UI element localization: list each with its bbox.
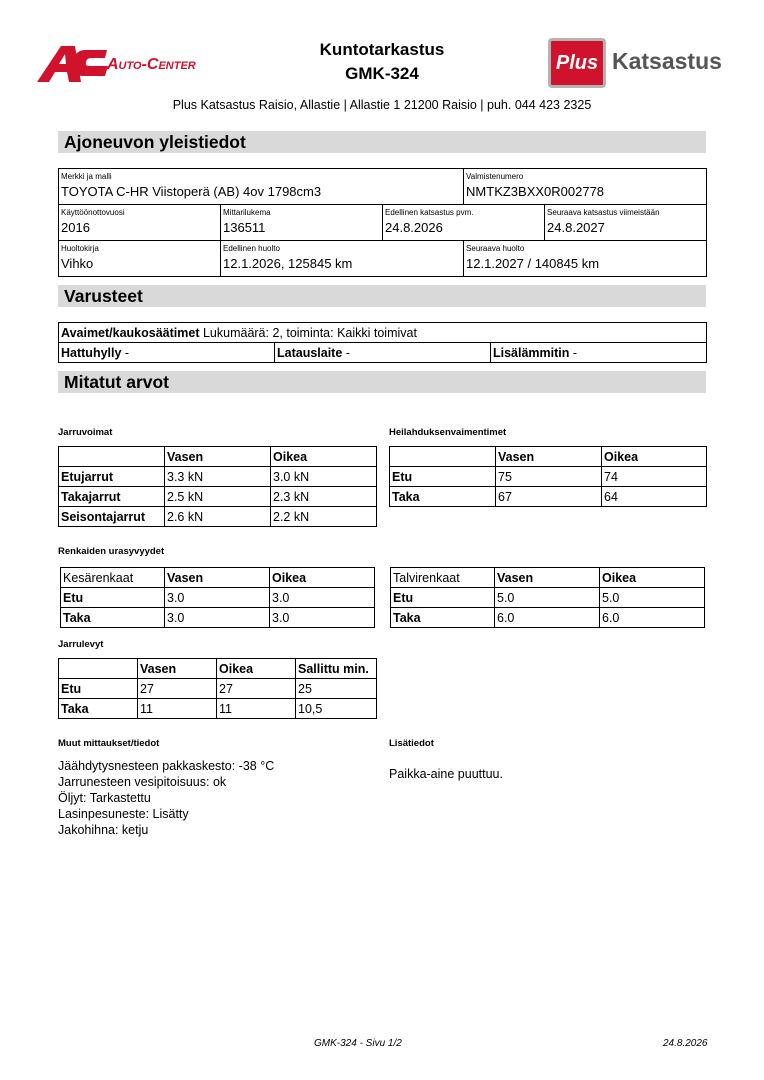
table-row <box>391 608 705 628</box>
extra-title: Lisätiedot <box>389 738 434 749</box>
list-item: Jakohihna: ketju <box>58 823 149 837</box>
charger-label: Latauslaite <box>277 345 343 360</box>
row-left: 27 <box>138 679 217 699</box>
document-title <box>282 38 482 86</box>
list-item: Öljyt: Tarkastettu <box>58 791 151 805</box>
equipment-table <box>58 322 707 363</box>
heater-value: - <box>569 345 578 360</box>
row-right: 64 <box>602 487 707 507</box>
winter-tires-label: Talvirenkaat <box>391 568 495 588</box>
brakes-title: Jarruvoimat <box>58 427 113 438</box>
year-cell <box>59 205 221 241</box>
shocks-header-empty <box>390 447 496 467</box>
other-list <box>58 758 378 838</box>
row-name: Etujarrut <box>59 467 165 487</box>
keys-label: Avaimet/kaukosäätimet <box>61 325 200 340</box>
row-name: Etu <box>391 588 495 608</box>
discs-header-row <box>59 659 377 679</box>
make-model-value: TOYOTA C-HR Viistoperä (AB) 4ov 1798cm3 <box>61 184 322 199</box>
row-left: 3.0 <box>165 588 270 608</box>
row-right: 5.0 <box>600 588 705 608</box>
prev-service-cell <box>221 241 464 277</box>
row-name: Taka <box>390 487 496 507</box>
footer-date: 24.8.2026 <box>663 1038 708 1049</box>
row-name: Taka <box>61 608 165 628</box>
table-row <box>391 588 705 608</box>
make-model-cell <box>59 169 464 205</box>
prev-service-value: 12.1.2026, 125845 km <box>223 256 353 271</box>
row-right: 27 <box>217 679 296 699</box>
row-name: Takajarrut <box>59 487 165 507</box>
brakes-header-empty <box>59 447 165 467</box>
row-left: 2.5 kN <box>165 487 271 507</box>
footer-page: GMK-324 - Sivu 1/2 <box>314 1038 402 1049</box>
brakes-table <box>58 446 377 527</box>
discs-header-empty <box>59 659 138 679</box>
prev-service-label: Edellinen huolto <box>223 244 280 253</box>
table-row <box>390 467 707 487</box>
row-left: 5.0 <box>495 588 600 608</box>
shelf-cell <box>59 343 275 363</box>
discs-title: Jarrulevyt <box>58 639 104 650</box>
heater-cell <box>491 343 707 363</box>
station-address: Plus Katsastus Raisio, Allastie | Allastie 1 21200 Raisio | puh. 044 423 2325 <box>172 98 592 112</box>
section-measurements: Mitatut arvot <box>58 371 706 393</box>
row-right: 3.0 kN <box>271 467 377 487</box>
heater-label: Lisälämmitin <box>493 345 570 360</box>
row-left: 6.0 <box>495 608 600 628</box>
vin-label: Valmistenumero <box>466 172 524 181</box>
shelf-value: - <box>121 345 130 360</box>
row-name: Taka <box>391 608 495 628</box>
section-vehicle-info: Ajoneuvon yleistiedot <box>58 131 706 153</box>
next-inspection-value: 24.8.2027 <box>547 220 605 235</box>
table-row <box>61 608 375 628</box>
vin-cell <box>464 169 707 205</box>
other-title: Muut mittaukset/tiedot <box>58 738 160 749</box>
make-model-label: Merkki ja malli <box>61 172 112 181</box>
table-row <box>59 699 377 719</box>
discs-header-right: Oikea <box>217 659 296 679</box>
row-left: 3.0 <box>165 608 270 628</box>
winter-header-row <box>391 568 705 588</box>
keys-value: Lukumäärä: 2, toiminta: Kaikki toimivat <box>199 325 417 340</box>
charger-cell <box>275 343 491 363</box>
shocks-header-left: Vasen <box>496 447 602 467</box>
shelf-label: Hattuhylly <box>61 345 122 360</box>
year-value: 2016 <box>61 220 90 235</box>
discs-header-min: Sallittu min. <box>296 659 377 679</box>
next-service-label: Seuraava huolto <box>466 244 525 253</box>
discs-header-left: Vasen <box>138 659 217 679</box>
summer-tires-table <box>60 567 375 628</box>
table-row <box>59 507 377 527</box>
table-row <box>61 588 375 608</box>
year-label: Käyttöönottovuosi <box>61 208 125 217</box>
row-name: Taka <box>59 699 138 719</box>
shocks-header-right: Oikea <box>602 447 707 467</box>
row-name: Etu <box>390 467 496 487</box>
table-row <box>59 467 377 487</box>
row-right: 2.3 kN <box>271 487 377 507</box>
prev-inspection-label: Edellinen katsastus pvm. <box>385 208 474 217</box>
row-right: 74 <box>602 467 707 487</box>
summer-header-row <box>61 568 375 588</box>
winter-tires-table <box>390 567 705 628</box>
row-left: 11 <box>138 699 217 719</box>
auto-center-logo <box>35 42 225 86</box>
section-equipment: Varusteet <box>58 285 706 307</box>
row-right: 6.0 <box>600 608 705 628</box>
summer-header-right: Oikea <box>270 568 375 588</box>
winter-header-left: Vasen <box>495 568 600 588</box>
plus-katsastus-logo <box>548 38 728 90</box>
row-min: 25 <box>296 679 377 699</box>
shocks-header-row <box>390 447 707 467</box>
keys-cell <box>59 323 707 343</box>
row-right: 3.0 <box>270 588 375 608</box>
charger-value: - <box>342 345 350 360</box>
table-row <box>390 487 707 507</box>
row-right: 11 <box>217 699 296 719</box>
list-item: Jarrunesteen vesipitoisuus: ok <box>58 775 227 789</box>
table-row <box>59 679 377 699</box>
row-right: 2.2 kN <box>271 507 377 527</box>
list-item: Jäähdytysnesteen pakkaskesto: -38 °C <box>58 759 275 773</box>
vin-value: NMTKZ3BXX0R002778 <box>466 184 605 199</box>
summer-header-left: Vasen <box>165 568 270 588</box>
row-name: Etu <box>59 679 138 699</box>
servicebook-label: Huoltokirja <box>61 244 99 253</box>
row-left: 3.3 kN <box>165 467 271 487</box>
extra-text: Paikka-aine puuttuu. <box>389 767 503 781</box>
row-left: 2.6 kN <box>165 507 271 527</box>
next-inspection-cell <box>545 205 707 241</box>
title-line2: GMK-324 <box>345 64 419 83</box>
row-left: 75 <box>496 467 602 487</box>
prev-inspection-value: 24.8.2026 <box>385 220 443 235</box>
plus-logo-word: Katsastus <box>612 48 722 74</box>
odometer-label: Mittarilukema <box>223 208 271 217</box>
discs-table <box>58 658 377 719</box>
prev-inspection-cell <box>383 205 545 241</box>
row-left: 67 <box>496 487 602 507</box>
shocks-title: Heilahduksenvaimentimet <box>389 427 507 438</box>
plus-logo-box: Plus <box>548 38 606 88</box>
ac-logo-text: Auto-Center <box>107 56 196 73</box>
brakes-header-row <box>59 447 377 467</box>
next-service-cell <box>464 241 707 277</box>
summer-tires-label: Kesärenkaat <box>61 568 165 588</box>
next-service-value: 12.1.2027 / 140845 km <box>466 256 600 271</box>
row-name: Etu <box>61 588 165 608</box>
brakes-header-left: Vasen <box>165 447 271 467</box>
title-line1: Kuntotarkastus <box>319 40 445 59</box>
vehicle-info-table <box>58 168 707 277</box>
odometer-cell <box>221 205 383 241</box>
servicebook-cell <box>59 241 221 277</box>
shocks-table <box>389 446 707 507</box>
list-item: Lasinpesuneste: Lisätty <box>58 807 189 821</box>
row-name: Seisontajarrut <box>59 507 165 527</box>
next-inspection-label: Seuraava katsastus viimeistään <box>547 208 660 217</box>
odometer-value: 136511 <box>223 220 266 235</box>
table-row <box>59 487 377 507</box>
winter-header-right: Oikea <box>600 568 705 588</box>
tires-title: Renkaiden urasyvyydet <box>58 546 165 557</box>
brakes-header-right: Oikea <box>271 447 377 467</box>
servicebook-value: Vihko <box>61 256 94 271</box>
row-right: 3.0 <box>270 608 375 628</box>
row-min: 10,5 <box>296 699 377 719</box>
